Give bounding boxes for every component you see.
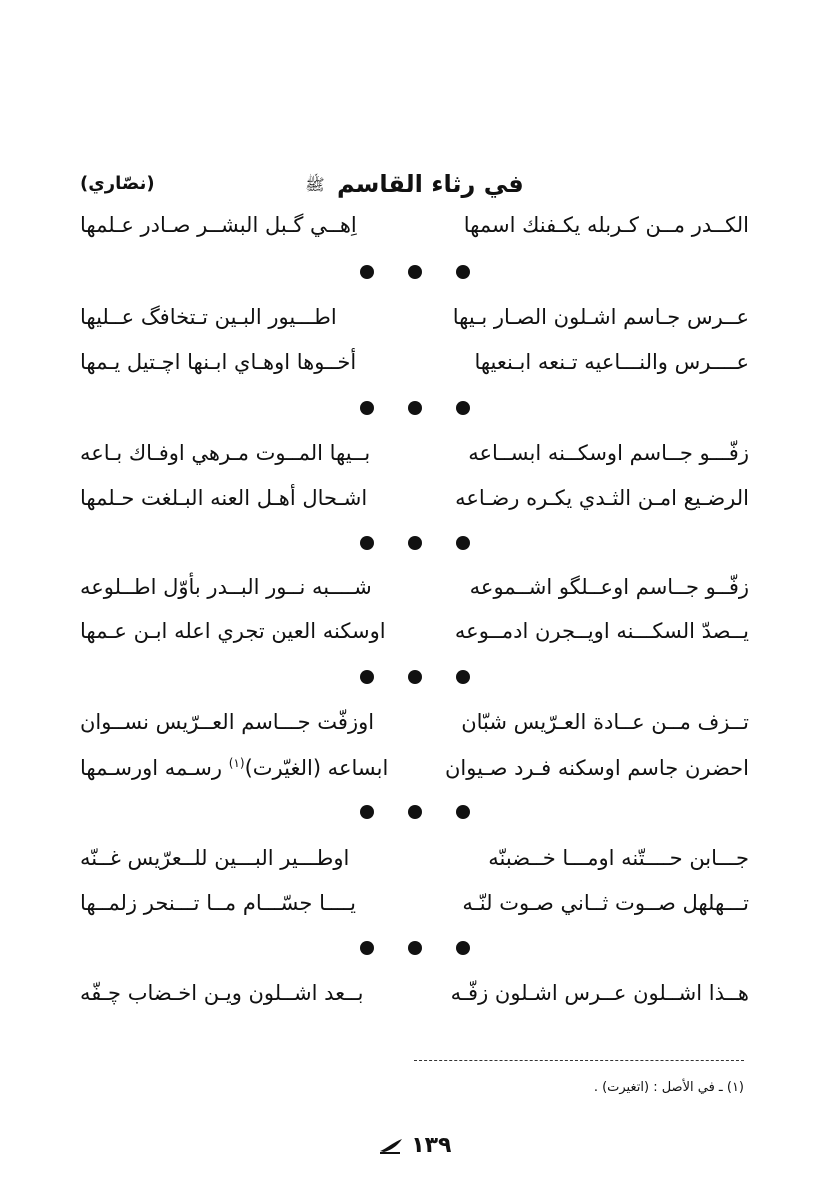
verse-1 [80,205,749,245]
poem-title-text: في رثاء القاسم [336,170,524,198]
separator-dot-icon [456,805,470,819]
separator-dot-icon [408,805,422,819]
verse-12 [80,973,749,1013]
verse-8-first-hemistich: تــزف مــن عــادة العـرّيس شبّان [461,710,749,734]
verse-9-second-hemistich [80,748,388,788]
separator-dot-icon [408,670,422,684]
stanza-separator-6 [0,938,829,958]
verse-6-second-hemistich: شــــبه نــور البــدر بأوّل اطــلوعه [80,575,372,599]
separator-dot-icon [360,536,374,550]
stanza-separator-1 [0,262,829,282]
quill-pen-icon [378,1137,404,1155]
verse-12-first-hemistich: هــذا اشــلون عــرس اشـلون زفّـه [450,981,749,1005]
verse-8 [80,702,749,742]
separator-dot-icon [360,401,374,415]
stanza-separator-5 [0,802,829,822]
verse-6 [80,567,749,607]
separator-dot-icon [360,941,374,955]
verse-11 [80,883,749,923]
verse-5 [80,478,749,518]
separator-dot-icon [408,941,422,955]
verse-2-first-hemistich: عــرس جـاسم اشـلون الصـار بـيها [452,305,749,329]
verse-4-first-hemistich: زفّـــو جــاسم اوسكــنه ابســاعه [468,441,749,465]
separator-dot-icon [408,265,422,279]
verse-12-second-hemistich: بــعد اشــلون ويـن اخـضاب چـفّه [80,981,364,1005]
verse-5-second-hemistich: اشـحال أهـل العنه البـلغت حـلمها [80,486,368,510]
page-number-text: ١٣٩ [411,1133,452,1158]
footnote-reference: (١) [228,756,245,770]
verse-3 [80,342,749,382]
separator-dot-icon [456,941,470,955]
verse-6-first-hemistich: زفّــو جــاسم اوعــلگو اشــموعه [469,575,749,599]
verse-9-second-before-note: ابساعه (الغيّرت) [244,756,389,780]
separator-dot-icon [360,265,374,279]
verse-3-second-hemistich: أخــوها اوهـاي ابـنها اچـتيل يـمها [80,350,357,374]
verse-7-second-hemistich: اوسكنه العين تجري اعله ابـن عـمها [80,619,386,643]
verse-1-second-hemistich: اِهــي گـبل البشــر صـادر عـلمها [80,213,357,237]
separator-dot-icon [456,536,470,550]
separator-dot-icon [456,265,470,279]
separator-dot-icon [408,401,422,415]
verse-3-first-hemistich: عــــرس والنـــاعيه تـنعه ابـنعيها [474,350,749,374]
verse-2-second-hemistich: اطـــيور البـين تـتخافگ عــليها [80,305,337,329]
verse-1-first-hemistich: الكــدر مــن كـربله يكـفنك اسمها [463,213,749,237]
verse-7 [80,611,749,651]
separator-dot-icon [456,670,470,684]
page-number [0,1126,829,1166]
verse-11-first-hemistich: تـــهلهل صــوت ثــاني صـوت لنّـه [462,891,749,915]
footnote-divider [414,1060,744,1061]
peace-be-upon-him-icon: ﷺ [305,175,325,194]
verse-2 [80,297,749,337]
verse-5-first-hemistich: الرضـيع امـن الثـدي يكـره رضـاعه [455,486,749,510]
verse-10-second-hemistich: اوطـــير البـــين للــعرّيس غــنّه [80,846,350,870]
verse-9-first-hemistich: احضرن جاسم اوسكنه فـرد صـيوان [444,756,749,780]
stanza-separator-2 [0,398,829,418]
separator-dot-icon [360,805,374,819]
footnote-text: (١) ـ في الأصل : (اتغيرت) . [593,1080,744,1095]
verse-8-second-hemistich: اوزفّت جـــاسم العــرّيس نســوان [80,710,375,734]
separator-dot-icon [360,670,374,684]
stanza-separator-3 [0,533,829,553]
verse-10 [80,838,749,878]
verse-4-second-hemistich: بــيها المــوت مـرهي اوفـاك بـاعه [80,441,371,465]
verse-9-second-after-note: رسـمه اورسـمها [80,756,229,780]
separator-dot-icon [456,401,470,415]
verse-10-first-hemistich: جـــابن حــــتّنه اومـــا خــضبنّه [488,846,749,870]
stanza-separator-4 [0,667,829,687]
poem-meter-label: (نصّاري) [80,173,155,194]
separator-dot-icon [408,536,422,550]
verse-9 [80,748,749,788]
verse-4 [80,433,749,473]
verse-7-first-hemistich: يــصدّ السكـــنه اويــجرن ادمــوعه [454,619,749,643]
verse-11-second-hemistich: يــــا جسّـــام مــا تـــنحر زلمــها [80,891,356,915]
